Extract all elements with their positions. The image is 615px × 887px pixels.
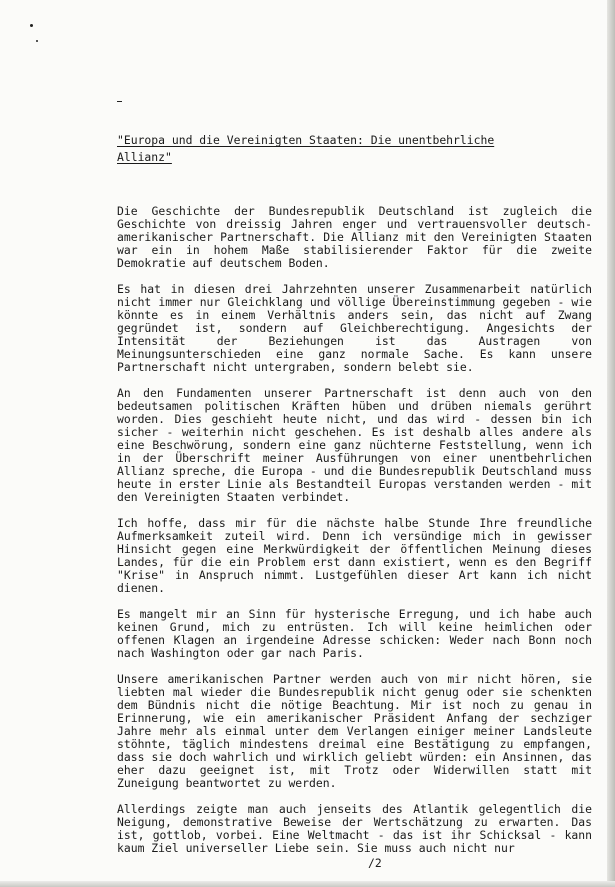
scan-mark — [117, 101, 122, 102]
page-continuation-mark: /2 — [368, 856, 382, 870]
paragraph: Unsere amerikanischen Partner werden auch von mir nicht hören, sie liebten mal wieder die Bundesrepublik nicht genug oder sie schenkten dem Bündnis nicht die nötige Beachtung. Mir ist noch zu genau in Erinnerung, wie ein amerikanischer Präsident Anfang der sechziger Jahre mehr als einmal unter dem Verlangen einiger meiner Landsleute stöhnte, täglich mindestens dreimal eine Bestätigung zu empfangen, dass sie doch wahrlich und wirklich geliebt würden: ein Ansinnen, das eher dazu geeignet ist, mit Trotz oder Widerwillen statt mit Zuneigung beantwortet zu werden. — [117, 672, 592, 790]
document-title — [117, 132, 547, 165]
paragraph: Es mangelt mir an Sinn für hysterische Erregung, und ich habe auch keinen Grund, mich zu entrüsten. Ich will keine heimlichen oder offenen Klagen an irgendeine Adresse schicken: Weder nach Bonn noch nach Washington oder gar nach Paris. — [117, 607, 592, 660]
paragraph: An den Fundamenten unserer Partnerschaft ist denn auch von den bedeutsamen politischen Kräften hüben und drüben niemals gerührt worden. Dies geschieht heute nicht, und das wird - dessen bin ich sicher - weiterhin nicht geschehen. Es ist deshalb alles andere als eine Beschwörung, sondern eine ganz nüchterne Feststellung, wenn ich in der Überschrift meiner Ausführungen von einer unentbehrlichen Allianz spreche, die Europa - und die Bundesrepublik Deutschland muss heute in erster Linie als Bestandteil Europas verstanden werden - mit den Vereinigten Staaten verbindet. — [117, 386, 592, 504]
paragraph: Ich hoffe, dass mir für die nächste halbe Stunde Ihre freundliche Aufmerksamkeit zuteil wird. Denn ich versündige mich in gewisser Hinsicht gegen eine Merkwürdigkeit der öffentlichen Meinung dieses Landes, für die ein Problem erst dann existiert, wenn es den Begriff "Krise" in Anspruch nimmt. Lustgefühlen dieser Art kann ich nicht dienen. — [117, 516, 592, 595]
page-edge-shadow-bottom — [0, 881, 615, 887]
page-edge-shadow-right — [607, 0, 615, 887]
document-body — [117, 132, 592, 855]
paragraph: Es hat in diesen drei Jahrzehnten unserer Zusammenarbeit natürlich nicht immer nur Gleichklang und völlige Übereinstimmung gegeben - wie könnte es in einem Verhältnis anders sein, das nicht auf Zwang gegründet ist, sondern auf Gleichberechtigung. Angesichts der Intensität der Beziehungen ist das Austragen von Meinungsunterschieden eine ganz normale Sache. Es kann unsere Partnerschaft nicht untergraben, sondern belebt sie. — [117, 282, 592, 374]
scan-speck — [30, 24, 33, 27]
paragraph: Allerdings zeigte man auch jenseits des Atlantik gelegentlich die Neigung, demonstrative Beweise der Wertschätzung zu erwarten. Das ist, gottlob, vorbei. Eine Weltmacht - das ist ihr Schicksal - kann kaum Ziel universeller Liebe sein. Sie muss auch nicht nur — [117, 802, 592, 855]
document-title-text: "Europa und die Vereinigten Staaten: Die unentbehrliche Allianz" — [117, 133, 495, 164]
scan-speck — [36, 40, 38, 42]
paragraph: Die Geschichte der Bundesrepublik Deutschland ist zugleich die Geschichte von dreissig Jahren enger und vertrauensvoller deutsch-amerikanischer Partnerschaft. Die Allianz mit den Vereinigten Staaten war ein in hohem Maße stabilisierender Faktor für die zweite Demokratie auf deutschem Boden. — [117, 204, 592, 270]
